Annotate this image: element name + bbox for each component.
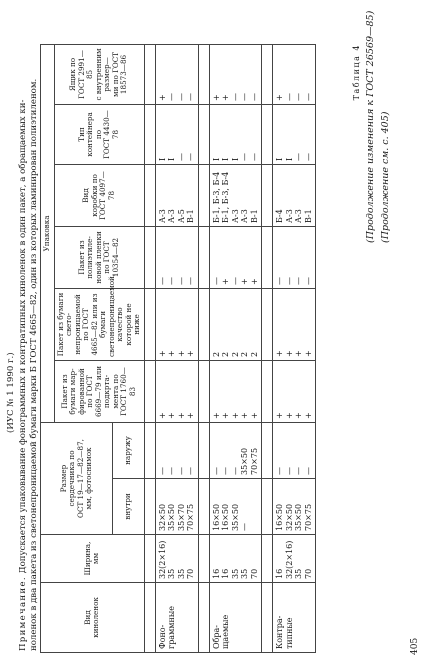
row-container: I I — — bbox=[155, 105, 198, 165]
row-crate: + — — — bbox=[155, 44, 198, 104]
row-film-type: Фоно- граммные bbox=[155, 583, 198, 653]
header-box-type: Вид коробки по ГОСТ 4097—78 bbox=[54, 165, 144, 227]
row-crate: + — — — bbox=[273, 44, 316, 104]
packing-table bbox=[40, 44, 316, 653]
header-packet-marked-paper: Пакет из бумаги мар- фированной по ГОСТ 6669—79 или подкрта- мента по ГОСТ 1760—83 bbox=[54, 361, 144, 423]
row-p1: + + + + + bbox=[209, 361, 262, 423]
row-widths: 16 32(2×16) 35 70 bbox=[273, 535, 316, 583]
note-label: Примечание. bbox=[18, 576, 28, 651]
page-number: 405 bbox=[410, 637, 420, 655]
row-p3: — + — + + bbox=[209, 227, 262, 289]
header-width: Ширина, мм bbox=[41, 535, 145, 583]
row-box: Б-4 А-3 А-3 В-1 bbox=[273, 165, 316, 227]
row-crate: + + — — — bbox=[209, 44, 262, 104]
header-outside: наружу bbox=[113, 423, 144, 479]
row-box: А-3 А-3 А-5 В-1 bbox=[155, 165, 198, 227]
row-p2: + + + + bbox=[155, 289, 198, 361]
header-crate: Ящик по ГОСТ 2991—85 с внутренним размер— ми по ГОСТ 18573—86 bbox=[54, 44, 144, 104]
row-inside: 32×50 35×50 35×70 70×75 bbox=[155, 479, 198, 535]
header-packet-polyethylene: Пакет из полиэтиле- новой пленки по ГОСТ 10354—82 bbox=[54, 227, 144, 289]
row-outside: — — — — bbox=[273, 423, 316, 479]
row-film-type: Контра- типные bbox=[273, 583, 316, 653]
row-inside: 16×50 32×50 35×50 70×75 bbox=[273, 479, 316, 535]
row-p3: — — — — bbox=[155, 227, 198, 289]
table-row bbox=[155, 44, 198, 652]
row-widths: 32(2×16) 35 35 70 bbox=[155, 535, 198, 583]
header-packet-lightproof-paper: Пакет из бумаги свето- непроницаемой по ГОСТ 4665—82 или из бумаги светонепроницаемой, качество которой не ниже bbox=[54, 289, 144, 361]
row-film-type: Обра- щаемые bbox=[209, 583, 262, 653]
row-p2: 2 2 2 2 2 bbox=[209, 289, 262, 361]
row-p1: + + + + bbox=[273, 361, 316, 423]
amendment-heading: (Продолжение изменения к ГОСТ 26569—85) bbox=[365, 10, 376, 243]
table-note bbox=[18, 31, 40, 651]
note-text: Допускается упаковывание фонограммных и контратипных киноленок в один пакет, а обращаемых ки- ноленок в два пакета из светонепроницаемой бумаги марки Б ГОСТ 4665—82, один из которых ламинирован полиэтиленом. bbox=[18, 78, 39, 651]
row-widths: 16 16 35 35 70 bbox=[209, 535, 262, 583]
table-row bbox=[273, 44, 316, 652]
row-container: I I I — — bbox=[209, 105, 262, 165]
continuation-heading: (Продолжение см. с. 405) bbox=[380, 111, 391, 243]
header-film-type: Вид киноленок bbox=[41, 583, 145, 653]
header-inside: внутри bbox=[113, 479, 144, 535]
row-p1: + + + + bbox=[155, 361, 198, 423]
table-row bbox=[209, 44, 262, 652]
table-label: Таблица 4 bbox=[352, 44, 361, 101]
header-packing: Упаковка bbox=[41, 44, 55, 422]
row-p3: — — — — bbox=[273, 227, 316, 289]
row-p2: + + + + bbox=[273, 289, 316, 361]
row-container: I I — — bbox=[273, 105, 316, 165]
izus-reference: (ИУС № 1 1990 г.) bbox=[6, 352, 16, 433]
row-box: Б-1, Б-3, Б-4 Б-1, Б-3, Б-4 А-3 А-3 В-1 bbox=[209, 165, 262, 227]
row-outside: — — — 35×50 70×75 bbox=[209, 423, 262, 479]
header-container-type: Тип контейнера по ГОСТ 4430—78 bbox=[54, 105, 144, 165]
header-core-size: Размер сердечника по ОСТ 19—17—82—87, мм, фотоснимок bbox=[41, 423, 113, 535]
row-outside: — — — — bbox=[155, 423, 198, 479]
row-inside: 16×50 16×50 35×50 — bbox=[209, 479, 262, 535]
